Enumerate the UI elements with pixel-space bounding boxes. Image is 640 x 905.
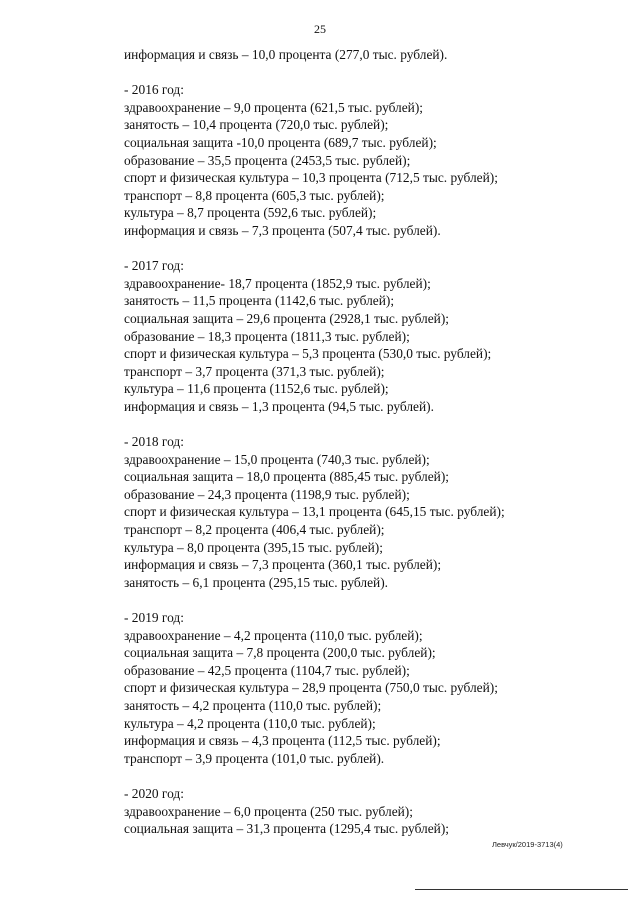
budget-line: транспорт – 3,7 процента (371,3 тыс. рублей); [124, 363, 385, 379]
paragraph-gap [124, 240, 624, 258]
budget-line: культура – 8,7 процента (592,6 тыс. рублей); [124, 205, 377, 221]
budget-line: социальная защита -10,0 процента (689,7 тыс. рублей); [124, 134, 437, 150]
paragraph-gap [124, 415, 624, 433]
budget-line: транспорт – 8,2 процента (406,4 тыс. рублей); [124, 522, 385, 538]
budget-line: культура – 4,2 процента (110,0 тыс. рублей); [124, 715, 376, 731]
budget-line: здравоохранение – 15,0 процента (740,3 тыс. рублей); [124, 451, 430, 467]
budget-line: информация и связь – 4,3 процента (112,5 тыс. рублей); [124, 733, 441, 749]
paragraph-gap [124, 767, 624, 785]
paragraph-gap [124, 591, 624, 609]
budget-line: занятость – 4,2 процента (110,0 тыс. рублей); [124, 697, 382, 713]
budget-line: социальная защита – 31,3 процента (1295,4 тыс. рублей); [124, 821, 450, 837]
year-heading: - 2017 год: [124, 258, 184, 274]
budget-line: спорт и физическая культура – 10,3 процента (712,5 тыс. рублей); [124, 170, 498, 186]
year-heading: - 2016 год: [124, 82, 184, 98]
budget-line: культура – 11,6 процента (1152,6 тыс. рублей); [124, 381, 389, 397]
footer-divider [415, 889, 628, 890]
year-heading: - 2019 год: [124, 610, 184, 625]
budget-line: здравоохранение – 6,0 процента (250 тыс. рублей); [124, 803, 413, 819]
budget-line: занятость – 10,4 процента (720,0 тыс. рублей); [124, 117, 389, 133]
paragraph-gap [124, 64, 624, 82]
budget-line: спорт и физическая культура – 5,3 процента (530,0 тыс. рублей); [124, 346, 492, 362]
budget-line: культура – 8,0 процента (395,15 тыс. рублей); [124, 539, 383, 555]
budget-line: социальная защита – 29,6 процента (2928,1 тыс. рублей); [124, 310, 450, 326]
budget-line: образование – 35,5 процента (2453,5 тыс. рублей); [124, 152, 411, 168]
document-code: Левчук/2019-3713(4) [492, 840, 563, 849]
budget-line: социальная защита – 7,8 процента (200,0 тыс. рублей); [124, 645, 436, 661]
budget-line: информация и связь – 7,3 процента (360,1 тыс. рублей); [124, 557, 442, 573]
document-body [124, 46, 624, 838]
budget-line: информация и связь – 7,3 процента (507,4 тыс. рублей). [124, 222, 441, 238]
budget-line: занятость – 6,1 процента (295,15 тыс. рублей). [124, 574, 389, 590]
budget-line: занятость – 11,5 процента (1142,6 тыс. рублей); [124, 293, 395, 309]
page-number: 25 [314, 22, 326, 36]
year-heading: - 2018 год: [124, 434, 184, 450]
budget-line: спорт и физическая культура – 28,9 процента (750,0 тыс. рублей); [124, 680, 498, 696]
year-heading: - 2020 год: [124, 785, 184, 801]
budget-line: спорт и физическая культура – 13,1 процента (645,15 тыс. рублей); [124, 504, 505, 520]
budget-line: здравоохранение – 9,0 процента (621,5 тыс. рублей); [124, 99, 424, 115]
budget-line: транспорт – 3,9 процента (101,0 тыс. рублей). [124, 750, 385, 766]
budget-line: социальная защита – 18,0 процента (885,45 тыс. рублей); [124, 469, 450, 485]
budget-line: здравоохранение – 4,2 процента (110,0 тыс. рублей); [124, 627, 423, 643]
budget-line: информация и связь – 1,3 процента (94,5 тыс. рублей). [124, 398, 434, 414]
budget-line: образование – 18,3 процента (1811,3 тыс. рублей); [124, 328, 410, 344]
budget-line: здравоохранение- 18,7 процента (1852,9 тыс. рублей); [124, 275, 431, 291]
budget-line: информация и связь – 10,0 процента (277,0 тыс. рублей). [124, 47, 448, 62]
budget-line: образование – 42,5 процента (1104,7 тыс. рублей); [124, 662, 410, 678]
budget-line: транспорт – 8,8 процента (605,3 тыс. рублей); [124, 187, 385, 203]
budget-line: образование – 24,3 процента (1198,9 тыс. рублей); [124, 486, 410, 502]
